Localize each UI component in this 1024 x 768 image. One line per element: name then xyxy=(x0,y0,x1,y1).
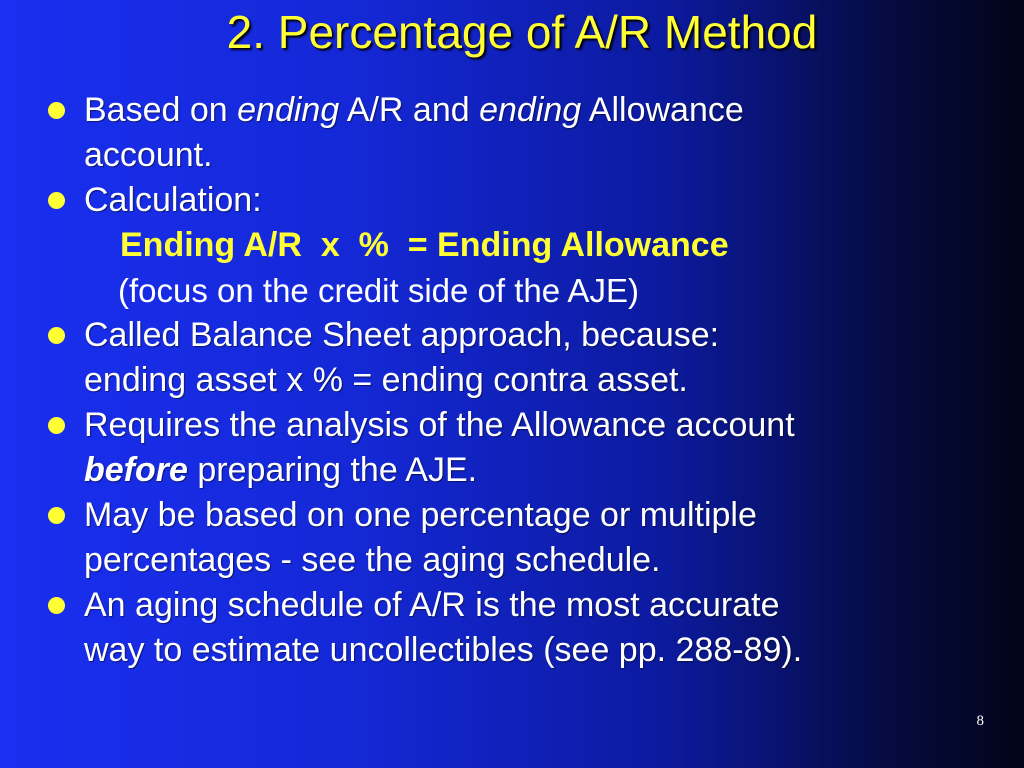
bullet-basis-line1 xyxy=(84,88,1006,133)
bullet-percentages xyxy=(46,493,1006,583)
italic-run: ending xyxy=(237,91,340,129)
bullet-aging-line2: way to estimate uncollectibles (see pp. 288-89). xyxy=(84,631,803,669)
bullet-aging-schedule xyxy=(46,583,1006,673)
bullet-calculation-text: Calculation: xyxy=(84,181,262,219)
bullet-requires-line2 xyxy=(84,448,1006,493)
bullet-dot-icon xyxy=(48,417,65,434)
text-run: Allowance xyxy=(581,91,744,129)
slide-title: 2. Percentage of A/R Method xyxy=(226,6,818,58)
bold-italic-run: before xyxy=(84,451,188,489)
bullet-dot-icon xyxy=(48,102,65,119)
italic-run: ending xyxy=(479,91,582,129)
bullet-dot-icon xyxy=(48,597,65,614)
equation-line xyxy=(46,223,1006,268)
bullet-balance-sheet-line1: Called Balance Sheet approach, because: xyxy=(84,316,720,354)
bullet-requires-line1: Requires the analysis of the Allowance account xyxy=(84,406,795,444)
bullet-basis-line2: account. xyxy=(84,136,213,174)
bullet-requires-analysis xyxy=(46,403,1006,493)
text-run: preparing the AJE. xyxy=(187,451,478,489)
bullet-balance-sheet-line2: ending asset x % = ending contra asset. xyxy=(84,361,688,399)
bullet-basis xyxy=(46,88,1006,178)
bullet-percentages-line1: May be based on one percentage or multiple xyxy=(84,496,757,534)
equation-note: (focus on the credit side of the AJE) xyxy=(118,272,639,309)
bullet-dot-icon xyxy=(48,327,65,344)
text-run: Based on xyxy=(84,91,238,129)
bullet-percentages-line2: percentages - see the aging schedule. xyxy=(84,541,661,579)
text-run: A/R and xyxy=(339,91,480,129)
bullet-aging-line1: An aging schedule of A/R is the most accurate xyxy=(84,586,780,624)
bullet-dot-icon xyxy=(48,192,65,209)
bullet-balance-sheet xyxy=(46,313,1006,403)
page-number: 8 xyxy=(976,713,984,729)
bullet-calculation xyxy=(46,178,1006,223)
bullet-dot-icon xyxy=(48,507,65,524)
slide-body xyxy=(46,88,1006,673)
equation: Ending A/R x % = Ending Allowance xyxy=(120,226,729,264)
